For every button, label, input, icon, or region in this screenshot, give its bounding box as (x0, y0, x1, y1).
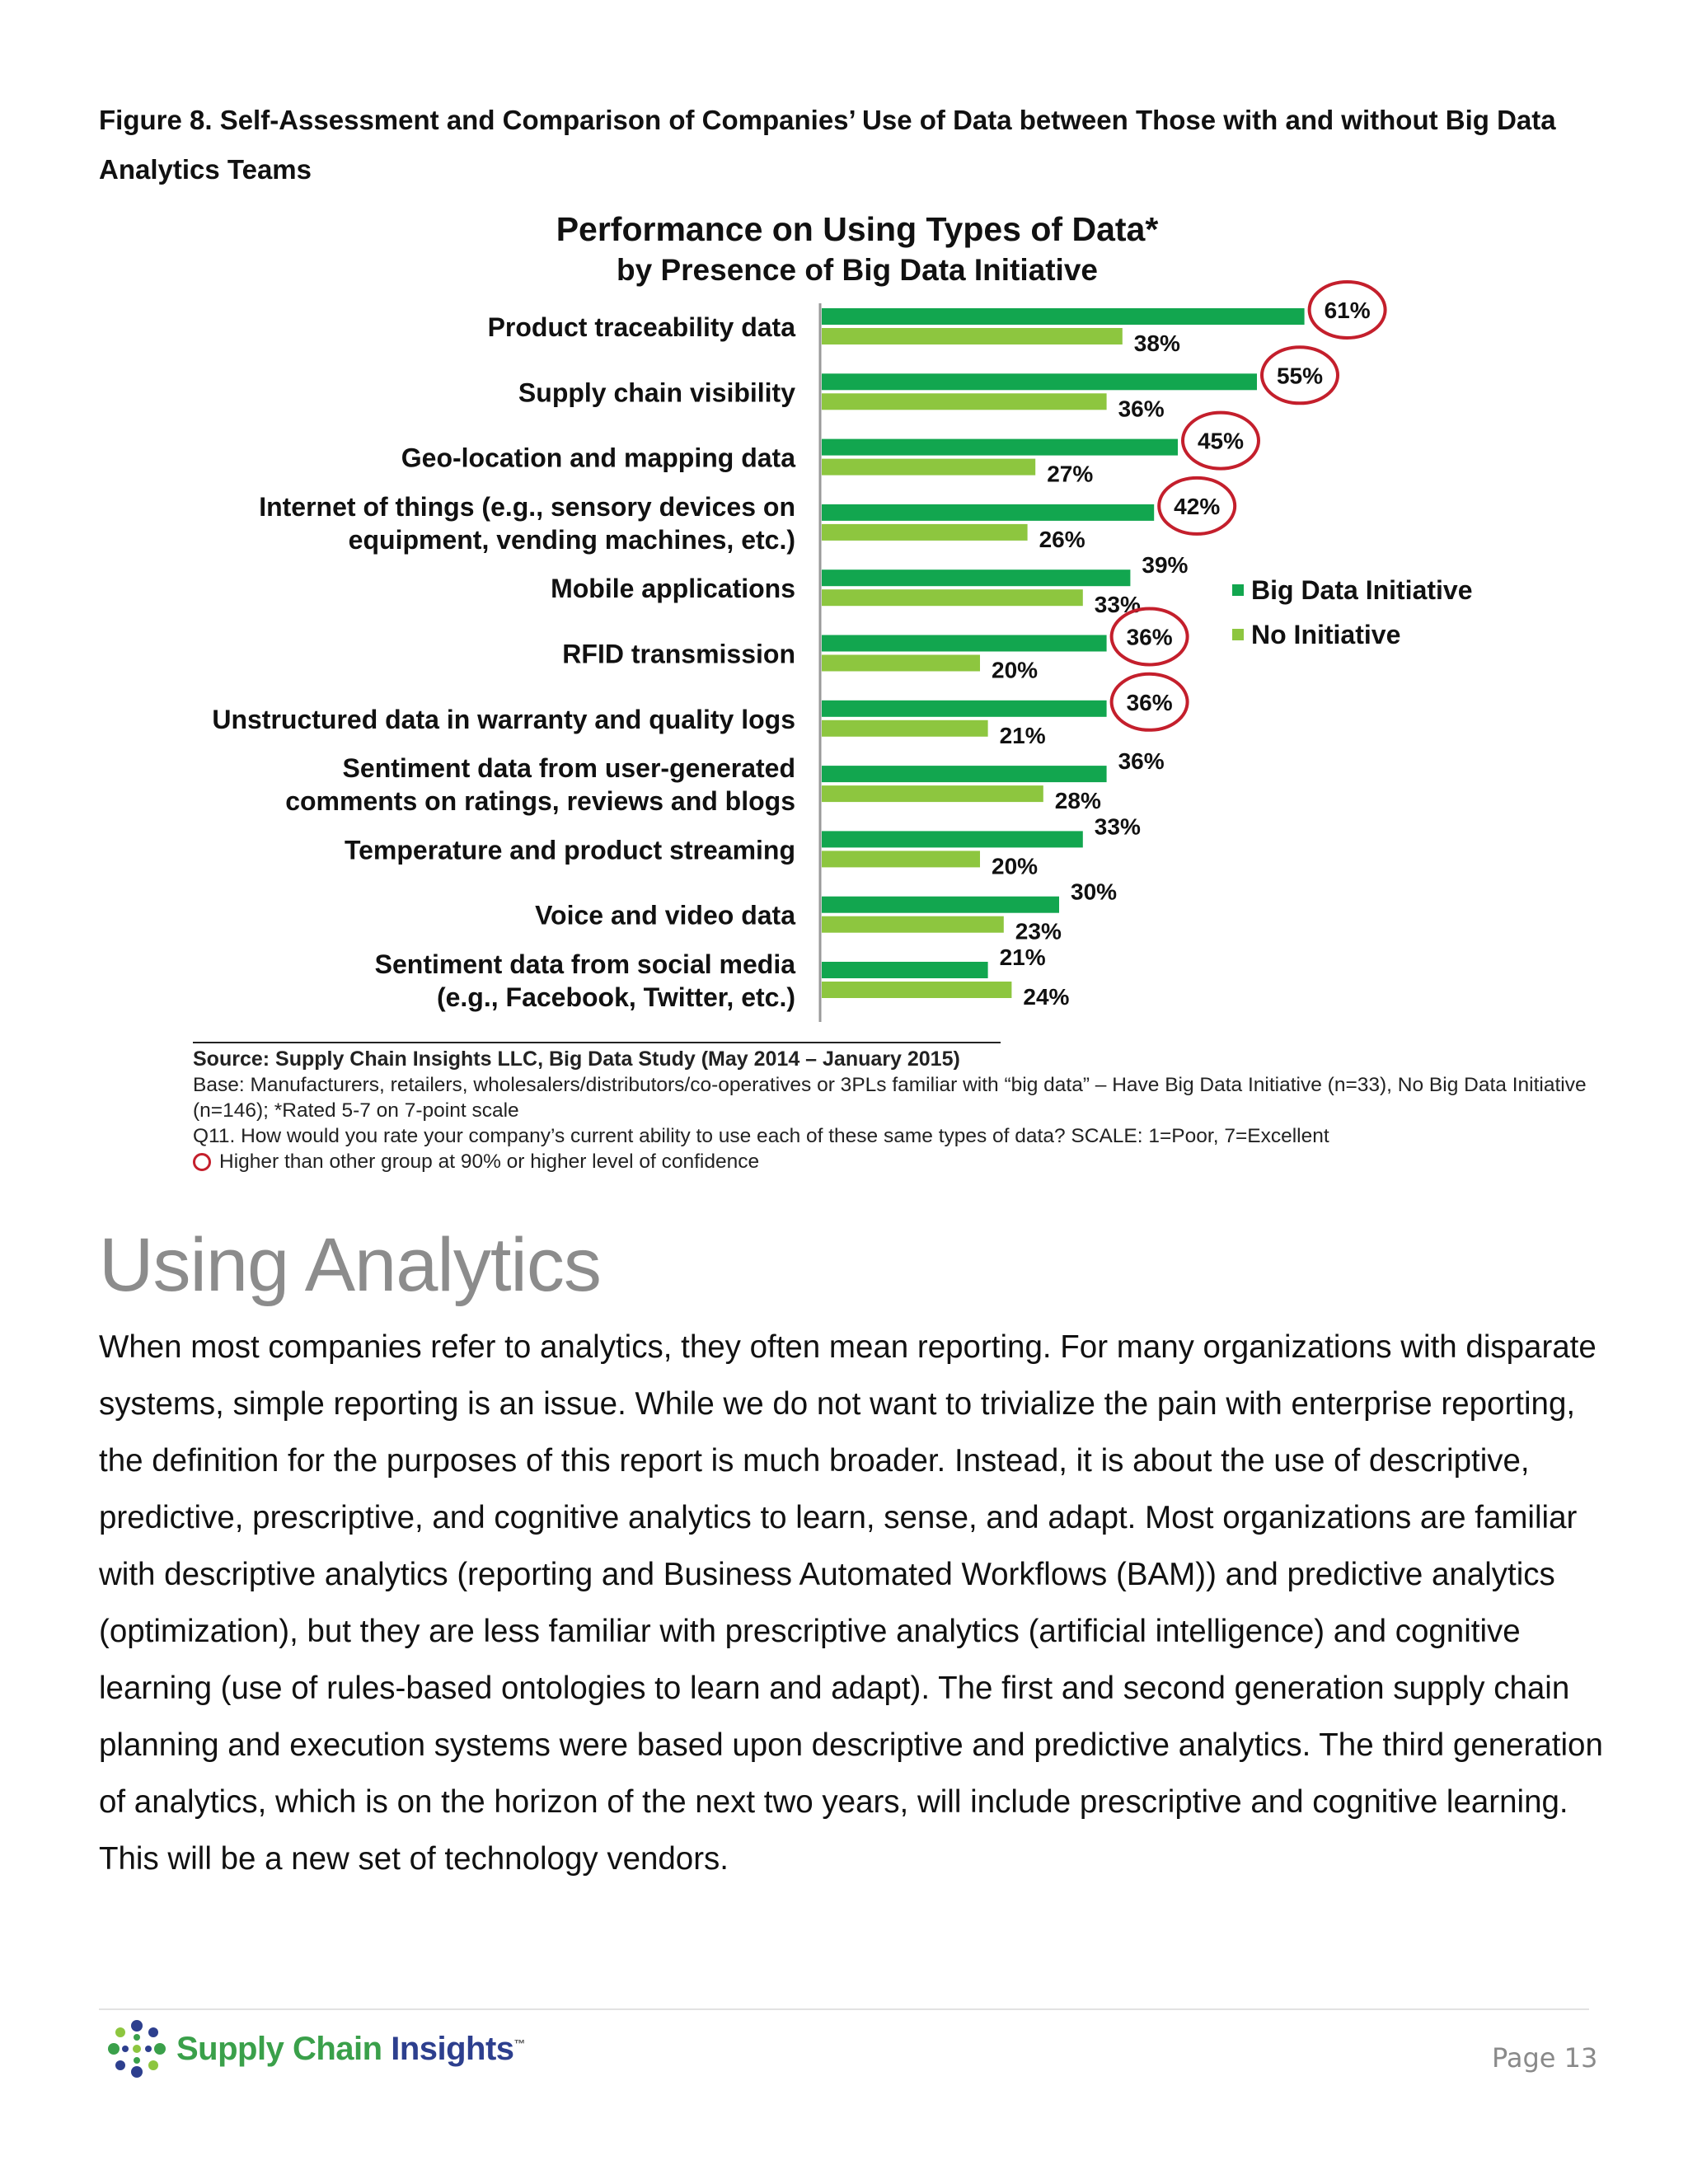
bar-big-data-9 (822, 897, 1059, 913)
bar-big-data-7 (822, 766, 1107, 782)
category-label-3-1: equipment, vending machines, etc.) (348, 524, 795, 555)
bar-big-data-0 (822, 308, 1305, 325)
legend-label-1: No Initiative (1251, 620, 1401, 649)
legend-swatch-1 (1232, 629, 1244, 640)
bar-no-initiative-7 (822, 785, 1043, 802)
data-label-no-initiative-0: 38% (1133, 330, 1180, 356)
category-label-4-0: Mobile applications (551, 574, 795, 604)
bar-chart (0, 0, 1688, 1038)
category-label-9-0: Voice and video data (535, 900, 795, 930)
bar-no-initiative-5 (822, 655, 980, 672)
bar-big-data-1 (822, 373, 1257, 390)
logo-mark-icon (104, 2016, 170, 2082)
category-label-8-0: Temperature and product streaming (344, 835, 795, 865)
data-label-big-data-7: 36% (1118, 748, 1165, 775)
category-label-10-0: Sentiment data from social media (374, 949, 795, 979)
category-label-0-0: Product traceability data (487, 312, 795, 342)
logo-word-supply-chain: Supply Chain (176, 2030, 382, 2067)
chart-marks (212, 282, 1385, 1012)
logo-trademark: ™ (513, 2036, 526, 2050)
data-label-no-initiative-8: 20% (992, 853, 1039, 879)
category-label-1-0: Supply chain visibility (518, 377, 795, 408)
category-label-7-0: Sentiment data from user-generated (342, 753, 795, 784)
bar-big-data-10 (822, 962, 988, 978)
data-label-big-data-6: 36% (1126, 689, 1173, 715)
confidence-legend (193, 1149, 1594, 1174)
data-label-no-initiative-3: 26% (1039, 526, 1085, 552)
bar-big-data-3 (822, 504, 1154, 521)
bar-no-initiative-1 (822, 393, 1107, 410)
confidence-note: Higher than other group at 90% or higher level of confidence (219, 1151, 760, 1173)
data-label-big-data-3: 42% (1174, 493, 1221, 519)
source-question: Q11. How would you rate your company’s current ability to use each of these same types of data? SCALE: 1=Poor, 7=Excellent (193, 1125, 1329, 1147)
chart-legend (1232, 575, 1473, 649)
bar-no-initiative-10 (822, 982, 1011, 998)
data-label-no-initiative-6: 21% (999, 722, 1046, 748)
category-label-3-0: Internet of things (e.g., sensory devices on (259, 491, 795, 522)
section-heading: Using Analytics (99, 1223, 601, 1307)
data-label-no-initiative-2: 27% (1047, 461, 1094, 487)
section-body: When most companies refer to analytics, they often mean reporting. For many organizations with disparate systems, simple reporting is an issue. While we do not want to trivialize the pain with enterprise reporting, the definition for the purposes of this report is much broader. Instead, it is about the use of descriptive, predictive, prescriptive, and cognitive analytics to learn, sense, and adapt. Most organizations are familiar with descriptive analytics (reporting and Business Automated Workflows (BAM)) and predictive analytics (optimization), but they are less familiar with prescriptive analytics (artificial intelligence) and cognitive learning (use of rules-based ontologies to learn and adapt). The first and second generation supply chain planning and execution systems were based upon descriptive and predictive analytics. The third generation of analytics, which is on the horizon of the next two years, will include prescriptive and cognitive learning. This will be a new set of technology vendors. (99, 1329, 1603, 1877)
data-label-big-data-0: 61% (1324, 298, 1371, 323)
bar-no-initiative-6 (822, 720, 988, 737)
category-label-6-0: Unstructured data in warranty and quality logs (212, 704, 795, 734)
bar-no-initiative-3 (822, 524, 1028, 541)
source-base: Base: Manufacturers, retailers, wholesalers/distributors/co-operatives or 3PLs familiar with “big data” – Have Big Data Initiative (n=33), No Big Data Initiative (n=146); *Rated 5-7 on 7-point scale (193, 1074, 1587, 1122)
data-label-big-data-5: 36% (1126, 624, 1173, 650)
data-label-no-initiative-9: 23% (1015, 918, 1062, 944)
chart-subtitle: by Presence of Big Data Initiative (617, 253, 1098, 287)
data-label-no-initiative-1: 36% (1118, 396, 1165, 422)
circle-icon (193, 1153, 211, 1171)
data-label-no-initiative-10: 24% (1023, 984, 1070, 1010)
category-label-5-0: RFID transmission (562, 639, 795, 669)
data-label-big-data-4: 39% (1142, 552, 1189, 579)
category-label-2-0: Geo-location and mapping data (401, 443, 795, 473)
footer-divider (99, 2008, 1589, 2010)
bar-big-data-2 (822, 439, 1178, 456)
source-title: Source: Supply Chain Insights LLC, Big Data Study (May 2014 – January 2015) (193, 1047, 960, 1071)
logo-word-insights: Insights (391, 2030, 514, 2067)
category-label-7-1: comments on ratings, reviews and blogs (285, 786, 795, 817)
bar-big-data-4 (822, 569, 1130, 586)
bar-big-data-5 (822, 635, 1107, 652)
data-label-big-data-1: 55% (1276, 363, 1324, 389)
data-label-big-data-8: 33% (1094, 813, 1141, 840)
page-number: Page 13 (1492, 2042, 1598, 2074)
data-label-big-data-2: 45% (1197, 428, 1245, 454)
bar-no-initiative-2 (822, 459, 1035, 476)
data-label-no-initiative-5: 20% (992, 657, 1039, 683)
data-label-big-data-9: 30% (1071, 879, 1118, 905)
bar-no-initiative-0 (822, 328, 1123, 344)
figure-caption-line2: Analytics Teams (99, 154, 312, 185)
legend-label-0: Big Data Initiative (1251, 575, 1473, 605)
bar-no-initiative-8 (822, 851, 980, 867)
bar-big-data-6 (822, 701, 1107, 717)
legend-swatch-0 (1232, 584, 1244, 596)
bar-no-initiative-9 (822, 916, 1004, 933)
data-label-no-initiative-4: 33% (1094, 592, 1141, 618)
company-logo (104, 2016, 525, 2082)
data-label-big-data-10: 21% (999, 944, 1046, 970)
logo-wordmark (176, 2031, 525, 2068)
data-label-no-initiative-7: 28% (1054, 788, 1101, 814)
category-label-10-1: (e.g., Facebook, Twitter, etc.) (436, 982, 795, 1012)
chart-title: Performance on Using Types of Data* (556, 210, 1159, 248)
figure-caption-line1: Figure 8. Self-Assessment and Comparison of Companies’ Use of Data between Those with and without Big Data (99, 105, 1556, 135)
bar-no-initiative-4 (822, 589, 1083, 606)
source-notes (193, 1040, 1594, 1174)
bar-big-data-8 (822, 831, 1083, 847)
